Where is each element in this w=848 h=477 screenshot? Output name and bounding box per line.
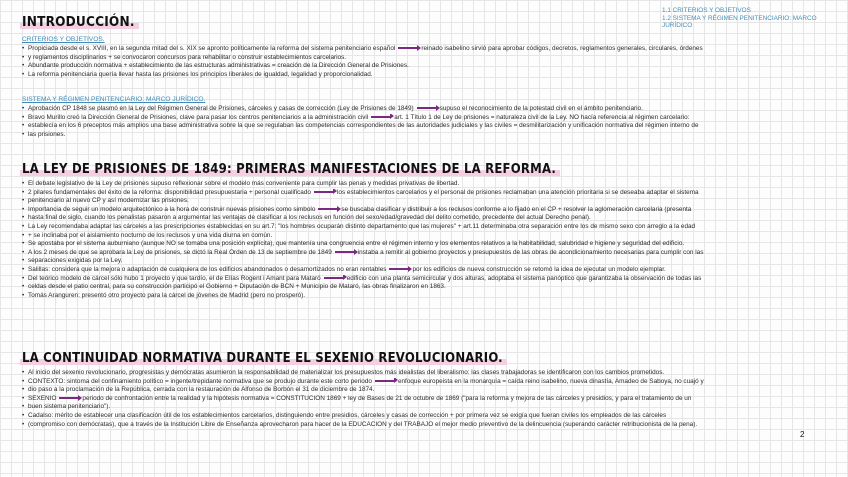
bullet-item (22, 54, 832, 63)
arrow-icon (335, 251, 355, 253)
bullet-text: por los edificios de nueva construcción se retomó la idea de ejecutar un modelo ejemplar. (412, 265, 666, 273)
bullet-item (22, 105, 832, 114)
bullet-item (22, 421, 832, 430)
bullet-item (22, 180, 832, 189)
bullet-text: A los 2 meses de que se aprobara la Ley de prisiones, se dictó la Real Orden de 13 de septiembre de 1849 (28, 248, 332, 256)
bullet-item (22, 62, 832, 71)
section-body (22, 180, 832, 300)
bullet-text: celdas desde el patio central, para su construcción participó el Gobierno + Diputación de BCN + Municipio de Mataró, las obras finalizaron en 1863. (28, 283, 446, 291)
bullet-item (22, 206, 832, 215)
bullet-text: Bravo Murillo creó la Dirección General de Prisiones, clave para pasar los centros penitenciarios a la administración civil (28, 113, 369, 121)
arrow-icon (324, 277, 344, 279)
bullet-item (22, 214, 832, 223)
arrow-icon (318, 208, 338, 210)
heading-continuidad: LA CONTINUIDAD NORMATIVA DURANTE EL SEXENIO REVOLUCIONARIO. (22, 351, 503, 366)
section-heading: SISTEMA Y RÉGIMEN PENITENCIARIO: MARCO JURÍDICO. (22, 96, 206, 103)
bullet-text: reinado isabelino sirvió para aprobar códigos, decretos, reglamentos generales, circulares, órdenes (421, 45, 703, 52)
bullet-text: edificio con una planta semicircular y dos alturas, adoptaba el sistema panóptico que garantizaba la observación de todas las (346, 274, 702, 282)
toc-item[interactable]: 1.2 SISTEMA Y RÉGIMEN PENITENCIARIO: MARCO JURÍDICO (662, 14, 817, 30)
bullet-item (22, 412, 832, 421)
bullet-text: buen sistema penitenciario"). (28, 403, 111, 411)
bullet-item (22, 403, 832, 412)
bullet-text: Abundante producción normativa + establecimiento de las estructuras administrativas = creación de la Dirección General de Prisiones. (28, 62, 409, 70)
section-body (22, 369, 832, 429)
bullet-item (22, 114, 832, 123)
bullet-item (22, 266, 832, 275)
bullet-text: La reforma penitenciaria quería llevar hasta las prisiones los principios liberales de igualdad, legalidad y proporcionalidad. (28, 70, 373, 78)
bullet-text: Del teórico modelo de cárcel sólo hubo 1 proyecto y que tardío, el de Elías Rogent i Amant para Mataró (28, 274, 321, 282)
toc-item[interactable]: 1.1 CRITERIOS Y OBJETIVOS (662, 7, 751, 14)
bullet-item (22, 275, 832, 284)
bullet-text: Tomás Aranguren: presentó otro proyecto para la cárcel de jóvenes de Madrid (pero no prosperó). (28, 291, 306, 299)
bullet-item (22, 197, 832, 206)
bullet-text: art. 1 Título 1 de Ley de prisiones = naturaleza civil de la Ley. NO hacía referencia al régimen carcelario: (394, 113, 690, 121)
bullet-text: El debate legislativo de la Ley de prisiones supuso reflexionar sobre el modelo más conveniente para cumplir las penas y medidas privativas de libertad. (28, 180, 460, 187)
bullet-item (22, 292, 832, 301)
section-body (22, 45, 832, 79)
bullet-item (22, 283, 832, 292)
arrow-icon (375, 380, 395, 382)
bullet-item (22, 249, 832, 258)
bullet-text: Se apostaba por el sistema auburniano (aunque NO se tomaba una posición explícita), que mantenía una congruencia entre el régimen interno y los elementos relativos a la habitabilidad, salubridad e higiene y seguridad del edificio. (28, 240, 685, 248)
bullet-text: Aprobación CP 1848 se plasmó en la Ley del Régimen General de Prisiones, cárceles y casas de corrección (Ley de Prisiones de 1849) (28, 105, 414, 112)
bullet-item (22, 131, 832, 140)
bullet-text: separaciones exigidas por la Ley. (28, 257, 123, 265)
bullet-item (22, 369, 832, 378)
bullet-text: dio paso a la proclamación de la República, cerrada con la restauración de Alfonso de Borbón el 31 de diciembre de 1874. (28, 386, 375, 394)
section-body (22, 105, 832, 139)
bullet-item (22, 257, 832, 266)
bullet-text: Al inicio del sexenio revolucionario, progresistas y demócratas asumieron la responsabilidad de materializar los presupuestos más idealistas del liberalismo: las clases trabajadoras se identificaron con los cambios prometidos. (28, 369, 665, 376)
bullet-text: se buscaba clasificar y distribuir a los reclusos conforme a lo fijado en el CP + resolver la aglomeración carcelaria (presenta (341, 205, 692, 213)
bullet-item (22, 232, 832, 241)
arrow-icon (314, 191, 334, 193)
bullet-item (22, 395, 832, 404)
bullet-text: hasta final de siglo, cuando los penalistas pasaron a argumentar las ventajas de clasificar a los reclusos en función del sexo/edad/gravedad del delito cometido, precedente del actual Derecho penal). (28, 214, 591, 222)
bullet-text: 2 pilares fundamentales del éxito de la reforma: disponibilidad presupuestaria + personal cualificado (28, 188, 311, 196)
bullet-item (22, 223, 832, 232)
bullet-text: + se inclinaba por el aislamiento nocturno de los reclusos y una vida diurna en común. (28, 231, 273, 239)
section-heading: CRITERIOS Y OBJETIVOS. (22, 36, 105, 43)
bullet-item (22, 45, 832, 54)
heading-ley-prisiones: LA LEY DE PRISIONES DE 1849: PRIMERAS MANIFESTACIONES DE LA REFORMA. (22, 162, 556, 177)
bullet-item (22, 71, 832, 80)
page-number: 2 (800, 430, 805, 439)
bullet-item (22, 378, 832, 387)
bullet-item (22, 122, 832, 131)
bullet-text: penitenciario al nuevo CP y así modernizar las prisiones. (28, 197, 189, 205)
bullet-text: los establecimientos carcelarios y el personal de prisiones reclamaban una atención prioritaria si se deseaba adaptar el sistema (336, 188, 699, 196)
bullet-item (22, 386, 832, 395)
bullet-text: Propiciada desde el s. XVIII, en la segunda mitad del s. XIX se apronto políticamente la reforma del sistema penitenciario español (28, 45, 396, 52)
bullet-item (22, 189, 832, 198)
bullet-text: La Ley recomendaba adaptar las cárceles a las prescripciones establecidas en su art.7: "los hombres ocuparán distinto departamento que las mujeres" + art.11 determinaba otra separación entre los de mismo sexo con arreglo a la edad (28, 222, 696, 230)
bullet-item (22, 240, 832, 249)
bullet-text: establecía en los 6 preceptos más amplios una base administrativa sobre la que se regulaban las competencias correspondientes de las autoridades judiciales y las civiles = desmilitarización y unificación normativa del régimen interno de (28, 122, 699, 130)
bullet-text: las prisiones. (28, 130, 66, 138)
bullet-text: periodo de confrontación entre la realidad y la hipótesis normativa = CONSTITUCIÓN 1869 + ley de Bases de 21 de octubre de 1869 ("para la reforma y mejora de las cárceles y presidios, y para el tratamiento de un (82, 394, 692, 402)
arrow-icon (371, 116, 391, 118)
arrow-icon (417, 107, 437, 109)
bullet-text: Salillas: considera que la mejora o adaptación de cualquiera de los edificios abandonados o desamortizados no eran rentables (28, 265, 387, 273)
bullet-text: enfoque europeista en la monarquía = caída reino isabelino, nueva dinastía, Amadeo de Saboya, no cuajó y (397, 377, 704, 385)
bullet-text: supuso el reconocimiento de la potestad civil en el ámbito penitenciario. (439, 105, 643, 112)
arrow-icon (398, 47, 418, 49)
bullet-text: Importancia de seguir un modelo arquitectónico a la hora de construir nuevas prisiones como simbolo (28, 205, 316, 213)
bullet-text: SEXENIO (28, 394, 57, 402)
bullet-text: instaba a remitir al gobierno proyectos y presupuestos de las obras de acondicionamiento necesarias para cumplir con las (357, 248, 704, 256)
bullet-text: y reglamentos disciplinarios + se convocaron concursos para rehabilitar o construir establecimientos carcelarios. (28, 53, 347, 61)
bullet-text: (compromiso con demócratas), que a través de la Institución Libre de Enseñanza aprovecharon para hacer de la EDUCACIÓN y del TRABAJO el mejor medio preventivo de la delincuencia (superando carácter retribucionista de la pena). (28, 420, 698, 428)
bullet-text: CONTEXTO: sintoma del confinamiento político = ingente/trepidante normativa que se produjo durante este corto periodo (28, 377, 372, 385)
bullet-text: Cadalso: mérito de establecer una clasificación útil de los establecimientos carcelarios, distinguiendo entre presidios, cárceles y casas de corrección + por primera vez se exigía que fueran civiles los empleados de las cárceles (28, 411, 667, 419)
page-title: INTRODUCCIÓN. (22, 14, 135, 30)
table-of-contents (662, 7, 842, 30)
arrow-icon (59, 397, 79, 399)
arrow-icon (389, 268, 409, 270)
